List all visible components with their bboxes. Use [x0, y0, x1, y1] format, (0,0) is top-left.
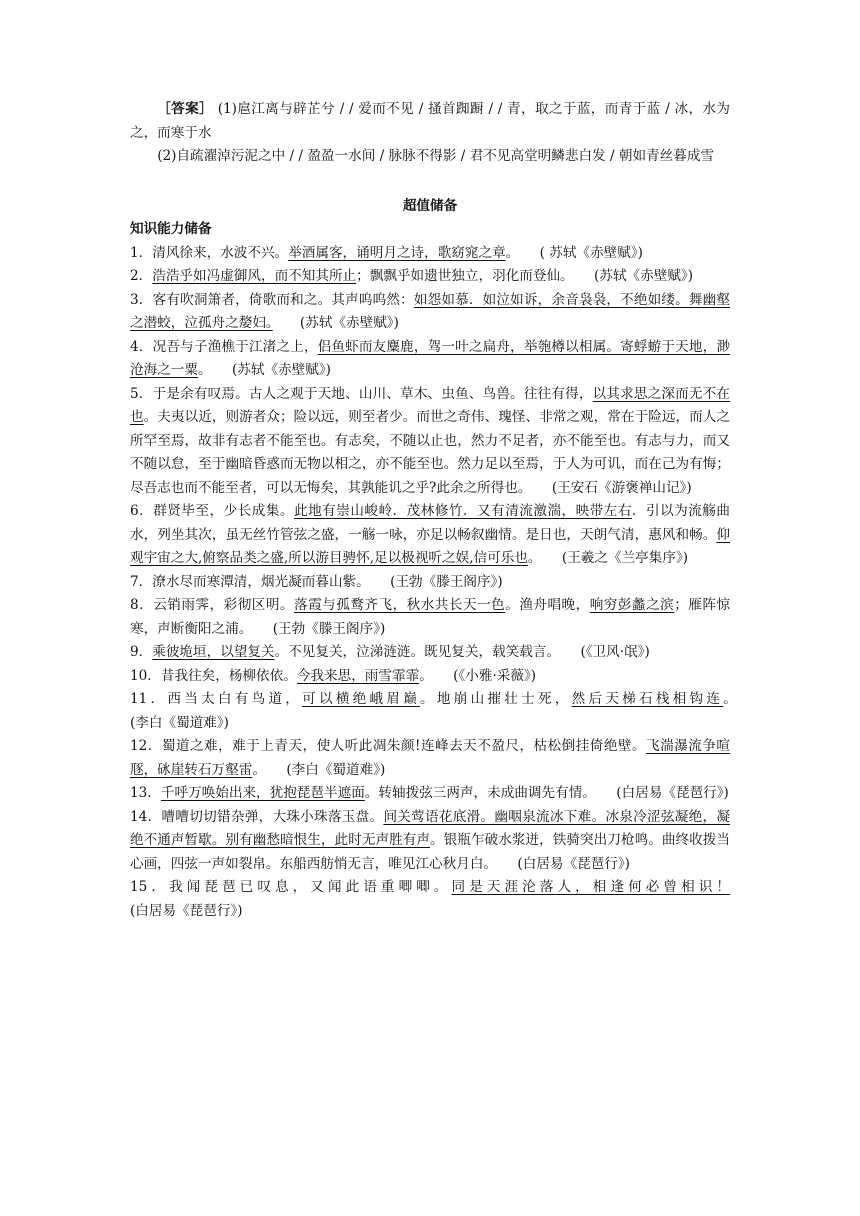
item-text: ；飘飘乎如遗世独立，羽化而登仙。	[356, 268, 567, 284]
item-text: 。渔舟唱晚，	[505, 597, 590, 613]
item-underlined-text: 飞湍瀑流争喧豗，砯崖转石万壑雷	[130, 738, 730, 778]
list-item	[130, 571, 730, 595]
item-underlined-text: 间关莺语花底滑。幽咽泉流冰下难。冰泉冷涩弦凝绝，凝绝不通声暂歇。别有幽愁暗恨生，此时无声胜有声	[130, 808, 730, 848]
item-text: 昔我往矣，杨柳依依。	[160, 667, 297, 684]
list-item	[130, 782, 730, 806]
list-item	[130, 336, 730, 383]
item-number: 2．	[130, 268, 153, 284]
item-text: 。转轴拨弦三两声，未成曲调先有情。	[364, 785, 590, 801]
item-text: 群贤毕至，少长成集。	[153, 503, 295, 519]
item-text: 。	[197, 362, 205, 378]
item-underlined-text: 侣鱼虾而友麋鹿，驾一叶之扁舟，举匏樽以相属。寄蜉蝣于天地，渺沧海之一粟	[130, 338, 730, 378]
item-underlined-text: 今我来思，雨雪霏霏	[296, 667, 420, 684]
item-underlined-text: 落霞与孤鹜齐飞，秋水共长天一色	[294, 597, 506, 613]
item-underlined-text: 乘彼垝垣，以望复关	[152, 644, 275, 660]
list-item	[130, 665, 730, 689]
list-item	[130, 876, 730, 923]
list-item	[130, 594, 730, 641]
item-number: 9．	[130, 644, 153, 660]
item-number: 5．	[130, 385, 153, 402]
item-underlined-text: 浩浩乎如冯虚御风，而不知其所止	[152, 268, 357, 284]
item-number: 10．	[130, 667, 161, 684]
item-number: 4．	[130, 338, 153, 355]
item-source: (王勃《滕王阁序》)	[272, 620, 386, 637]
item-underlined-text: 可以横绝峨眉巅	[302, 691, 421, 707]
item-source: ( 苏轼《赤壁赋》)	[539, 244, 643, 261]
item-number: 3．	[130, 291, 153, 308]
item-text: 。夫夷以近，则游者众；险以远，则至者少。而世之奇伟、瑰怪、非常之观，常在于险远，而人之所罕至焉，故非有志者不能至也。有志矣，不随以止也，然力不足者，亦不能至也。有志与力，而又不随以怠，至于幽暗昏惑而无物以相之，亦不能至也。然力足以至焉，于人为可讥，而在己为有悔；尽吾志也而不能至者，可以无悔矣，其孰能讥之乎?此余之所得也。	[130, 409, 730, 496]
item-text: 于是余有叹焉。古人之观于天地、山川、草木、虫鱼、鸟兽。往往有得，	[152, 385, 593, 402]
item-text: 。	[505, 244, 513, 261]
list-item	[130, 500, 730, 571]
list-item	[130, 383, 730, 501]
item-underlined-text: 举酒属客，诵明月之诗，歌窈窕之章	[288, 244, 506, 261]
item-number: 1．	[130, 244, 153, 261]
answer-block	[130, 98, 730, 169]
item-text: 。	[252, 761, 260, 778]
item-text: 。不见复关，泣涕涟涟。既见复关，载笑载言。	[274, 644, 554, 660]
answer-label: ［答案］	[157, 101, 214, 117]
item-source: (白居易《琵琶行》)	[517, 855, 630, 872]
list-item	[130, 806, 730, 877]
item-underlined-text: 千呼万唤始出来，犹抱琵琶半遮面	[160, 785, 365, 801]
item-number: 13．	[130, 785, 161, 801]
item-number: 6．	[130, 503, 154, 519]
item-source: (苏轼《赤壁赋》)	[231, 362, 331, 378]
item-text: 嘈嘈切切错杂弹，大珠小珠落玉盘。	[161, 808, 384, 825]
item-text: 潦水尽而寒潭清，烟光凝而暮山紫。	[152, 573, 363, 590]
document-body	[130, 98, 730, 923]
item-text: 。银瓶乍破水浆迸，铁骑突出刀枪鸣。曲终收拨当心画，四弦一声如裂帛。东船西舫悄无言，唯见江心秋月白。	[130, 832, 731, 872]
item-source: (白居易《琵琶行》)	[130, 902, 243, 919]
list-item	[130, 688, 730, 735]
item-text: 。	[527, 550, 535, 566]
item-text: 西当太白有鸟道，	[167, 691, 303, 707]
answer-text-1: (1)扈江离与辟芷兮 / / 爱而不见 / 搔首踟蹰 / / 青，取之于蓝，而青于蓝 / 冰，水为之，而寒于水	[130, 101, 730, 141]
item-text: ．引以为流觞曲水，列坐其次，虽无丝竹管弦之盛，一觞一咏，亦足以畅叙幽情。是日也，天朗气清，惠风和畅。	[130, 503, 731, 543]
item-underlined-text: 同是天涯沦落人，相逢何必曾相识！	[451, 879, 730, 895]
item-text: ；雁阵惊寒，声断衡阳之浦。	[130, 597, 731, 637]
item-text: 。地崩山摧壮士死，	[420, 691, 572, 707]
item-source: (白居易《琵琶行》)	[616, 785, 729, 801]
item-underlined-text: 如怨如慕．如泣如诉，余音袅袅，不绝如缕。舞幽壑之潜蛟，泣孤舟之嫠妇。	[130, 291, 730, 331]
item-number: 11．	[130, 691, 168, 707]
item-underlined-text: 仰观宇宙之大,俯察品类之盛,所以游目骋怀,足以极视听之娱,信可乐也	[130, 526, 730, 566]
item-number: 12．	[130, 738, 162, 754]
item-text: 。	[419, 667, 426, 684]
answer-paragraph-1	[130, 98, 730, 145]
spacer	[130, 169, 730, 195]
list-item	[130, 289, 730, 336]
item-source: (苏轼《赤壁赋》)	[594, 268, 694, 284]
item-text: 云销雨霁，彩彻区明。	[153, 597, 295, 613]
item-underlined-text: 以其求思之深而无不在也	[130, 385, 731, 425]
item-text: 清风徐来，水波不兴。	[152, 244, 289, 261]
answer-paragraph-2	[130, 145, 730, 169]
item-underlined-text: 响穷彭蠡之滨	[589, 597, 675, 613]
list-item	[130, 735, 730, 782]
item-source: (《小雅·采薇》)	[453, 667, 537, 684]
item-number: 15．	[130, 879, 170, 895]
item-source: (王羲之《兰亭集序》)	[561, 550, 689, 566]
item-text: 我闻琵琶已叹息，又闻此语重唧唧。	[169, 879, 452, 895]
list-item	[130, 641, 730, 665]
item-underlined-text: 然后天梯石栈相钩连	[571, 691, 724, 707]
section-title: 超值储备	[402, 197, 458, 214]
item-text: 况吾与子渔樵于江渚之上，	[152, 338, 318, 355]
answer-text-2: (2)自疏濯淖污泥之中 / / 盈盈一水间 / 脉脉不得影 / 君不见高堂明鳞悲白发 / 朝如青丝暮成雪	[157, 148, 715, 164]
item-source: (苏轼《赤壁赋》)	[299, 315, 399, 331]
recitation-list	[130, 242, 730, 924]
item-number: 7．	[130, 573, 153, 590]
item-source: (王安石《游褒禅山记》)	[551, 479, 692, 496]
item-text: 。	[723, 691, 731, 707]
list-item	[130, 242, 730, 266]
item-source: (《卫风·氓》)	[580, 644, 650, 660]
item-source: (王勃《滕王阁序》)	[390, 573, 503, 590]
item-text: 客有吹洞箫者，倚歌而和之。其声呜呜然：	[152, 291, 414, 308]
item-text: 蜀道之难，难于上青天，使人听此凋朱颜!连峰去天不盈尺，枯松倒挂倚绝壁。	[161, 738, 647, 754]
list-item	[130, 265, 730, 289]
item-source: (李白《蜀道难》)	[130, 714, 229, 731]
item-source: (李白《蜀道难》)	[286, 761, 386, 778]
item-number: 14．	[130, 808, 162, 825]
subsection-title: 知识能力储备	[130, 221, 212, 237]
item-underlined-text: 此地有崇山峻岭．茂林修竹．又有清流激湍，映带左右	[294, 503, 632, 519]
item-number: 8．	[130, 597, 154, 613]
